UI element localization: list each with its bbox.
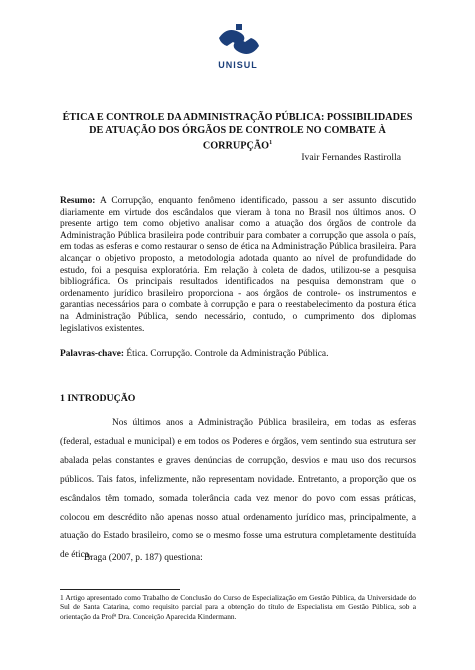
keywords (60, 349, 416, 359)
abstract-text: A Corrupção, enquanto fenômeno identificado, passou a ser assunto discutido diariamente em virtude dos escândalos que vieram à tona no Brasil nos últimos anos. O presente artigo tem como objetivo analisar como a atuação dos órgãos de controle da Administração Pública brasileira pode contribuir para combater a corrupção que assola o país, em todas as esferas e como restaurar o senso de ética na Administração Pública brasileira. Para alcançar o objetivo proposto, a metodologia adotada quanto ao nível de profundidade do estudo, foi a pesquisa exploratória. Em relação à coleta de dados, utilizou-se a pesquisa bibliográfica. Os principais resultados identificados na pesquisa demonstram que o ordenamento jurídico brasileiro proporciona - aos órgãos de controle- os instrumentos e garantias necessários para o combate à corrupção e para o reestabelecimento da postura ética na Administração Pública, sendo necessário, contudo, o cumprimento dos diplomas legislativos existentes. (60, 196, 417, 334)
author-name: Ivair Fernandes Rastirolla (301, 152, 401, 163)
abstract-label: Resumo: (60, 196, 96, 206)
footnote: 1 Artigo apresentado como Trabalho de Conclusão do Curso de Especialização em Gestão Pública, da Universidade do Sul de Santa Catarina, como requisito parcial para a obtenção do título de Especialista em Gestão Pública, sob a orientação da Profª Dra. Conceição Aparecida Kindermann. (60, 593, 416, 621)
keywords-text: Ética. Corrupção. Controle da Administração Pública. (126, 349, 329, 359)
university-logo-text: UNISUL (218, 60, 258, 70)
quote-intro: Braga (2007, p. 187) questiona: (84, 553, 203, 563)
footnote-divider (60, 589, 180, 590)
abstract (60, 196, 416, 335)
footnote-mark[interactable]: 1 (269, 140, 273, 146)
keywords-label: Palavras-chave: (60, 349, 125, 359)
body-paragraph: Nos últimos anos a Administração Pública brasileira, em todas as esferas (federal, estadual e municipal) e em todos os Poderes e órgãos, vem sentindo sua estrutura ser abalada pelas constantes e graves denúncias de corrupção, desvios e mau uso dos recursos públicos. Tais fatos, infelizmente, não representam novidade. Entretanto, a proporção que os escândalos têm tomado, somada tolerância cada vez menor do povo com essas práticas, colocou em descrédito não apenas nosso atual ordenamento jurídico mas, principalmente, a atuação do Estado brasileiro, como se o mesmo fosse uma estrutura completamente destituída de ética. (60, 418, 416, 561)
article-title: ÉTICA E CONTROLE DA ADMINISTRAÇÃO PÚBLICA: POSSIBILIDADES DE ATUAÇÃO DOS ÓRGÃOS DE CONTROLE NO COMBATE À CORRUPÇÃO$^1$ (62, 112, 413, 152)
section-heading: 1 INTRODUÇÃO (60, 393, 136, 404)
